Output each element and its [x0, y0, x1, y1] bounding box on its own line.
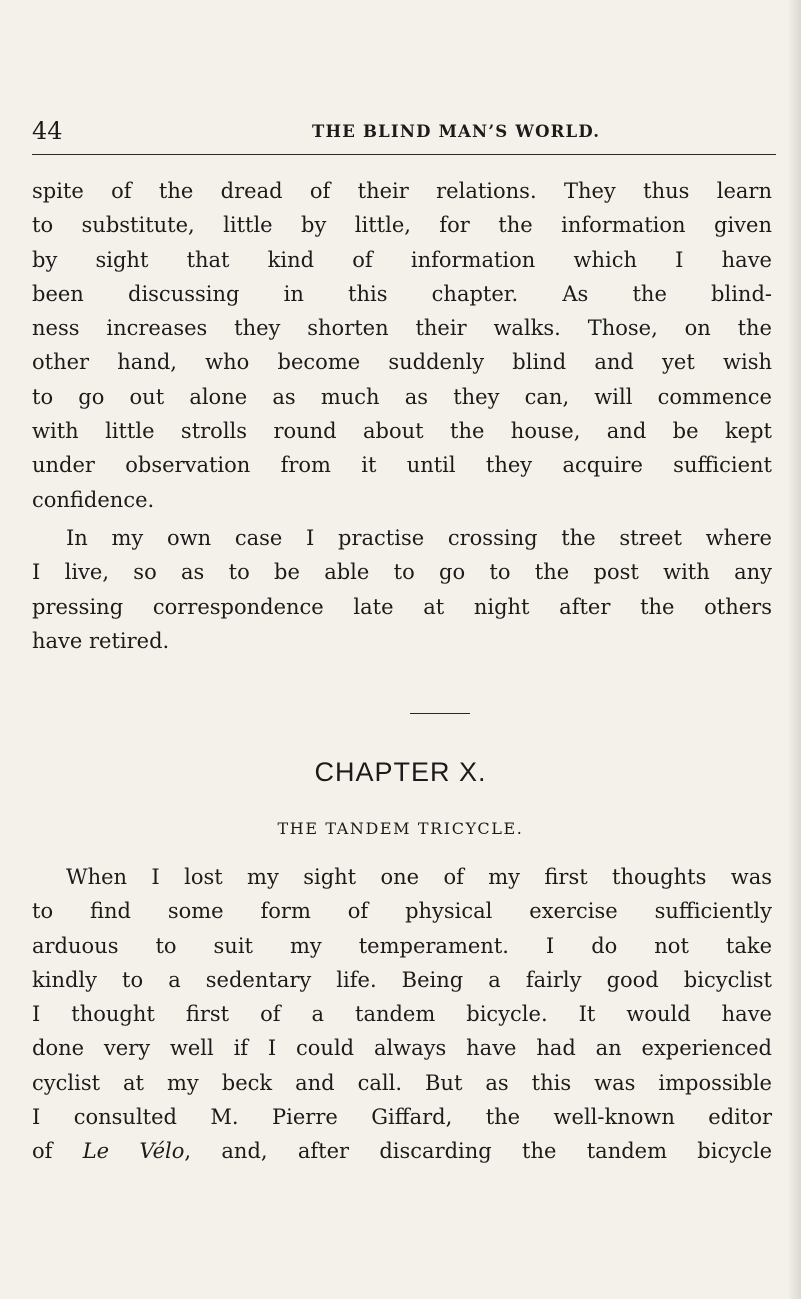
text-line: to find some form of physical exercise sufficiently	[32, 899, 772, 924]
page-header	[32, 112, 776, 146]
page-number: 44	[32, 117, 63, 145]
text-line: ness increases they shorten their walks. Those, on the	[32, 316, 772, 341]
text-line: been discussing in this chapter. As the blind-	[32, 281, 772, 306]
header-rule	[32, 154, 776, 155]
paragraph-1	[32, 174, 772, 517]
text-line: cyclist at my beck and call. But as this was impossible	[32, 1070, 772, 1095]
text-line: I thought first of a tandem bicycle. It would have	[32, 1002, 772, 1027]
text-line: have retired.	[32, 628, 170, 653]
chapter-number: CHAPTER X.	[314, 757, 487, 787]
text-line: In my own case I practise crossing the street where	[66, 526, 772, 550]
page-edge-shadow	[787, 0, 801, 1299]
text-line: under observation from it until they acquire sufficient	[32, 453, 772, 478]
text-line: to go out alone as much as they can, will commence	[32, 384, 772, 409]
text-line: When I lost my sight one of my first thoughts was	[66, 865, 772, 889]
text-line: arduous to suit my temperament. I do not take	[32, 933, 772, 958]
text-line: confidence.	[32, 487, 155, 512]
paragraph-2	[32, 521, 772, 658]
running-head: THE BLIND MAN’S WORLD.	[312, 122, 601, 141]
text-line: I live, so as to be able to go to the post with any	[32, 560, 772, 585]
text-line: spite of the dread of their relations. They thus learn	[32, 179, 772, 203]
text-line: with little strolls round about the house, and be kept	[32, 419, 772, 444]
text-line: to substitute, little by little, for the information given	[32, 213, 772, 238]
text-line: pressing correspondence late at night after the others	[32, 594, 772, 619]
text-line: kindly to a sedentary life. Being a fairly good bicyclist	[32, 967, 772, 992]
journal-title: Le Vélo	[82, 1139, 185, 1164]
text-fragment: of	[32, 1139, 83, 1164]
text-line: I consulted M. Pierre Giffard, the well-known editor	[32, 1105, 772, 1130]
text-line: done very well if I could always have had an experienced	[32, 1036, 772, 1061]
text-line: by sight that kind of information which I have	[32, 247, 772, 272]
chapter-title: THE TANDEM TRICYCLE.	[277, 819, 524, 838]
paragraph-3	[32, 860, 772, 1169]
section-divider	[410, 713, 470, 714]
text-line	[32, 1134, 772, 1168]
text-line: other hand, who become suddenly blind and yet wish	[32, 350, 772, 375]
text-fragment: , and, after discarding the tandem bicycle	[184, 1139, 772, 1164]
